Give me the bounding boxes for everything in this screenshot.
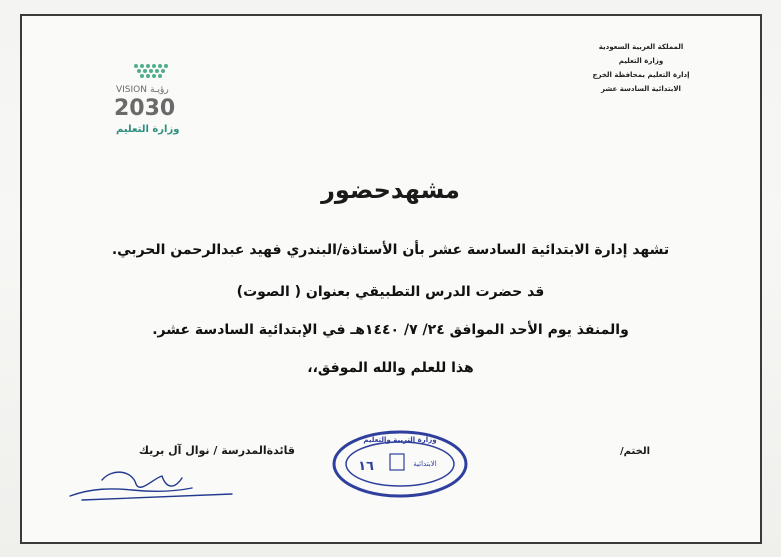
official-stamp [330, 428, 470, 500]
principal-name: قائدةالمدرسة / نوال آل بريك [138, 444, 295, 457]
principal-signature [62, 458, 242, 506]
logo-year: 2030 [114, 96, 176, 121]
ministry-header [541, 40, 741, 96]
stamp-top-text: وزارة التربية والتعليم [363, 436, 437, 444]
header-admin: إدارة التعليم بمحافظة الخرج [592, 71, 690, 79]
stamp-number: ١٦ [358, 459, 374, 474]
header-school: الابتدائية السادسة عشر [601, 85, 681, 93]
logo-vision-en: VISION [116, 85, 147, 95]
logo-vision-ar: رؤيـة [150, 85, 169, 95]
ministry-logo [96, 52, 186, 142]
certificate-title: مشهدحضور [321, 176, 460, 204]
body-line-2: قد حضرت الدرس التطبيقي بعنوان ( الصوت) [236, 284, 545, 300]
body-line-3: والمنفذ يوم الأحد الموافق ٢٤/ ٧/ ١٤٤٠هـ في الإبتدائية السادسة عشر. [152, 322, 629, 338]
logo-dots [134, 64, 168, 78]
seal-label: الختم/ [620, 446, 650, 457]
body-line-1: تشهد إدارة الابتدائية السادسة عشر بأن الأستاذة/البندري فهيد عبدالرحمن الحربي. [111, 242, 670, 258]
body-line-4: هذا للعلم والله الموفق،، [307, 360, 474, 376]
logo-ministry-ar: وزارة التعليم [116, 124, 180, 135]
stamp-mid-text: الابتدائية [413, 460, 437, 468]
header-ministry: وزارة التعليم [618, 57, 664, 65]
header-country: المملكة العربية السعودية [598, 43, 684, 51]
